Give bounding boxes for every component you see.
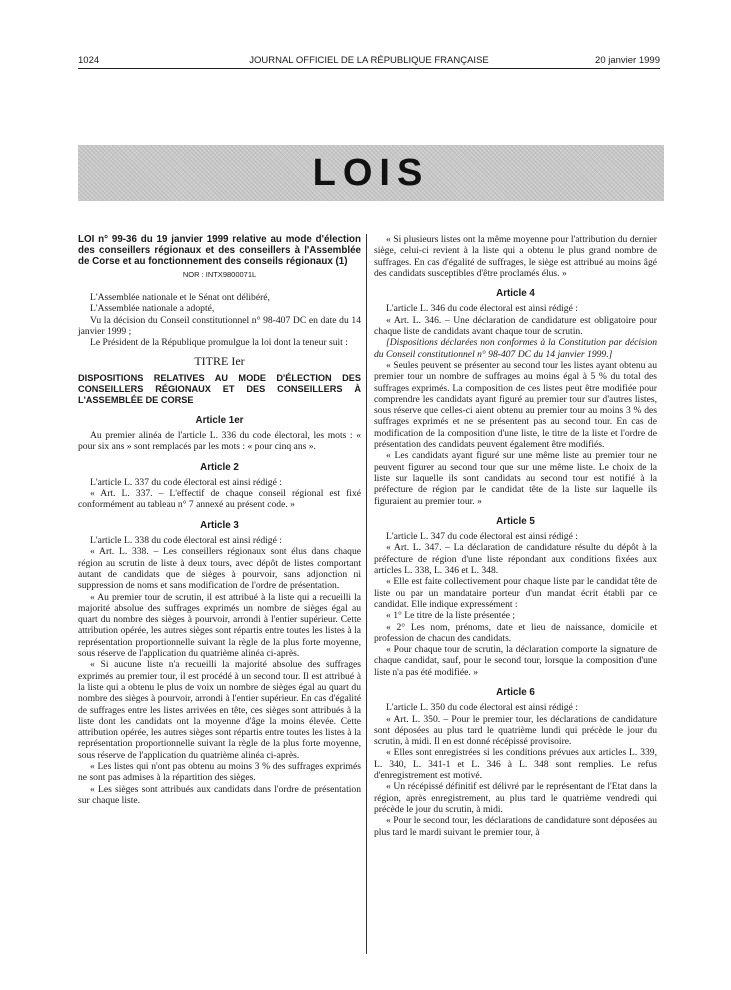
article-3-text: « Si aucune liste n'a recueilli la majorité absolue des suffrages exprimés au premier tour, il est procédé à un second tour. Il est attribué à la liste qui a obtenu le plus de voix un nombre de sièges égal au quart du nombre des sièges à pourvoir, arrondi à l'entier supérieur. En cas d'égalité de suffrages entre les listes arrivées en tête, ces sièges sont attribués à la liste dont les candidats ont la moyenne d'âge la moins élevée. Cette attribution opérée, les autres sièges sont répartis entre toutes les listes à la représentation proportionnelle suivant la règle de la plus forte moyenne, sous réserve de l'application du quatrième alinéa ci-après. bbox=[78, 659, 361, 761]
article-6-heading: Article 6 bbox=[496, 686, 535, 698]
intro-paragraph: L'Assemblée nationale et le Sénat ont délibéré, bbox=[90, 291, 270, 303]
article-6-text: L'article L. 350 du code électoral est ainsi rédigé : bbox=[386, 702, 578, 714]
section-banner bbox=[78, 145, 664, 201]
titre-heading: TITRE Ier bbox=[194, 354, 245, 369]
article-5-text: « Pour chaque tour de scrutin, la déclaration comporte la signature de chaque candidat, sauf, pour le second tour, lorsque la composition d'une liste n'a pas été modifiée. » bbox=[374, 644, 657, 678]
article-4-text: L'article L. 346 du code électoral est ainsi rédigé : bbox=[386, 303, 578, 315]
section-banner-label: LOIS bbox=[312, 152, 430, 194]
article-4-text: « Les candidats ayant figuré sur une même liste au premier tour ne peuvent figurer au second tour que sur une même liste. Le choix de la liste sur laquelle ils sont candidats au second tour est notifié à la préfecture de région par le candidat tête de la liste sur laquelle ils figuraient au premier tour. » bbox=[374, 450, 657, 507]
unconstitutional-note: [Dispositions déclarées non conformes à la Constitution par décision du Conseil constitutionnel n° 98-407 DC du 14 janvier 1999.] bbox=[374, 337, 657, 360]
article-6-text: « Pour le second tour, les déclarations de candidature sont déposées au plus tard le mardi suivant le premier tour, à bbox=[374, 815, 657, 838]
article-4-text: « Seules peuvent se présenter au second tour les listes ayant obtenu au premier tour un nombre de suffrages au moins égal à 5 % du total des suffrages exprimés. La composition de ces listes peut être modifiée pour comprendre les candidats ayant figuré au premier tour sur d'autres listes, sous réserve que celles-ci aient obtenu au premier tour au moins 3 % des suffrages exprimés et ne se présentent pas au second tour. En cas de modification de la composition d'une liste, le titre de la liste et l'ordre de présentation des candidats peuvent également être modifiés. bbox=[374, 359, 657, 451]
article-5-text: « 2° Les nom, prénoms, date et lieu de naissance, domicile et profession de chacun des candidats. bbox=[374, 621, 657, 644]
left-column bbox=[78, 234, 361, 806]
article-5-heading: Article 5 bbox=[496, 515, 535, 527]
article-5-text: L'article L. 347 du code électoral est ainsi rédigé : bbox=[386, 531, 578, 543]
article-2-text: L'article L. 337 du code électoral est ainsi rédigé : bbox=[90, 476, 282, 488]
article-3-text: « Les sièges sont attribués aux candidats dans l'ordre de présentation sur chaque liste. bbox=[78, 783, 361, 806]
page-header bbox=[78, 55, 660, 69]
header-rule bbox=[78, 68, 660, 69]
intro-paragraph: Vu la décision du Conseil constitutionnel n° 98-407 DC en date du 14 janvier 1999 ; bbox=[78, 314, 361, 337]
article-2-heading: Article 2 bbox=[200, 461, 239, 473]
intro-paragraph: Le Président de la République promulgue la loi dont la teneur suit : bbox=[90, 337, 348, 349]
article-3-text: « Au premier tour de scrutin, il est attribué à la liste qui a recueilli la majorité absolue des suffrages exprimés un nombre de sièges égal au quart du nombre des sièges à pourvoir, arrondi à l'entier supérieur. Cette attribution opérée, les autres sièges sont répartis entre toutes les listes à la représentation proportionnelle suivant la règle de la plus forte moyenne, sous réserve de l'application du quatrième alinéa ci-après. bbox=[78, 591, 361, 660]
article-1-heading: Article 1er bbox=[195, 414, 244, 426]
right-column bbox=[374, 234, 657, 838]
article-3-text: « Art. L. 338. – Les conseillers régionaux sont élus dans chaque région au scrutin de liste à deux tours, avec dépôt de listes comportant autant de candidats que de sièges à pourvoir, sans adjonction ni suppression de noms et sans modification de l'ordre de présentation. bbox=[78, 546, 361, 592]
nor-reference: NOR : INTX9800071L bbox=[182, 269, 257, 279]
article-4-heading: Article 4 bbox=[496, 288, 535, 300]
titre-subheading: DISPOSITIONS RELATIVES AU MODE D'ÉLECTION DES CONSEILLERS RÉGIONAUX ET DES CONSEILLERS À L'ASSEMBLÉE DE CORSE bbox=[78, 372, 361, 405]
issue-date: 20 janvier 1999 bbox=[595, 55, 660, 66]
article-3-text: L'article L. 338 du code électoral est ainsi rédigé : bbox=[90, 535, 282, 547]
article-6-text: « Art. L. 350. – Pour le premier tour, les déclarations de candidature sont déposées au plus tard le quatrième lundi qui précède le jour du scrutin, à midi. Il en est donné récépissé provisoire. bbox=[374, 713, 657, 748]
law-title: LOI n° 99-36 du 19 janvier 1999 relative au mode d'élection des conseillers régionaux et des conseillers à l'Assemblée de Corse et au fonctionnement des conseils régionaux (1) bbox=[78, 234, 361, 268]
article-6-text: « Elles sont enregistrées si les conditions prévues aux articles L. 339, L. 340, L. 341-1 et L. 346 à L. 348 sont remplies. Le refus d'enregistrement est motivé. bbox=[374, 747, 657, 782]
article-4-text: « Art. L. 346. – Une déclaration de candidature est obligatoire pour chaque liste de candidats avant chaque tour de scrutin. bbox=[374, 314, 657, 338]
column-divider bbox=[366, 234, 367, 954]
article-2-text: « Art. L. 337. – L'effectif de chaque conseil régional est fixé conformément au tableau n° 7 annexé au présent code. » bbox=[78, 488, 361, 511]
article-3-text: « Les listes qui n'ont pas obtenu au moins 3 % des suffrages exprimés ne sont pas admises à la répartition des sièges. bbox=[78, 761, 361, 784]
journal-title: JOURNAL OFFICIEL DE LA RÉPUBLIQUE FRANÇAISE bbox=[249, 55, 489, 66]
page-number: 1024 bbox=[78, 55, 100, 66]
article-3-continuation: « Si plusieurs listes ont la même moyenne pour l'attribution du dernier siège, celui-ci revient à la liste qui a obtenu le plus grand nombre de suffrages. En cas d'égalité de suffrages, le siège est attribué au moins âgé des candidats susceptibles d'être proclamés élus. » bbox=[374, 234, 657, 279]
intro-paragraph: L'Assemblée nationale a adopté, bbox=[90, 303, 215, 315]
article-1-text: Au premier alinéa de l'article L. 336 du code électoral, les mots : « pour six ans » sont remplacés par les mots : « pour cinq ans ». bbox=[78, 429, 361, 453]
article-3-heading: Article 3 bbox=[200, 519, 239, 531]
article-5-text: « Art. L. 347. – La déclaration de candidature résulte du dépôt à la préfecture de région d'une liste répondant aux conditions fixées aux articles L. 338, L. 346 et L. 348. bbox=[374, 542, 657, 577]
article-5-text: « 1° Le titre de la liste présentée ; bbox=[386, 610, 516, 622]
article-5-text: « Elle est faite collectivement pour chaque liste par le candidat tête de liste ou par un mandataire porteur d'un mandat écrit établi par ce candidat. Elle indique expressément : bbox=[374, 576, 657, 610]
article-6-text: « Un récépissé définitif est délivré par le représentant de l'Etat dans la région, après enregistrement, au plus tard le quatrième vendredi qui précède le jour du scrutin, à midi. bbox=[374, 781, 657, 815]
